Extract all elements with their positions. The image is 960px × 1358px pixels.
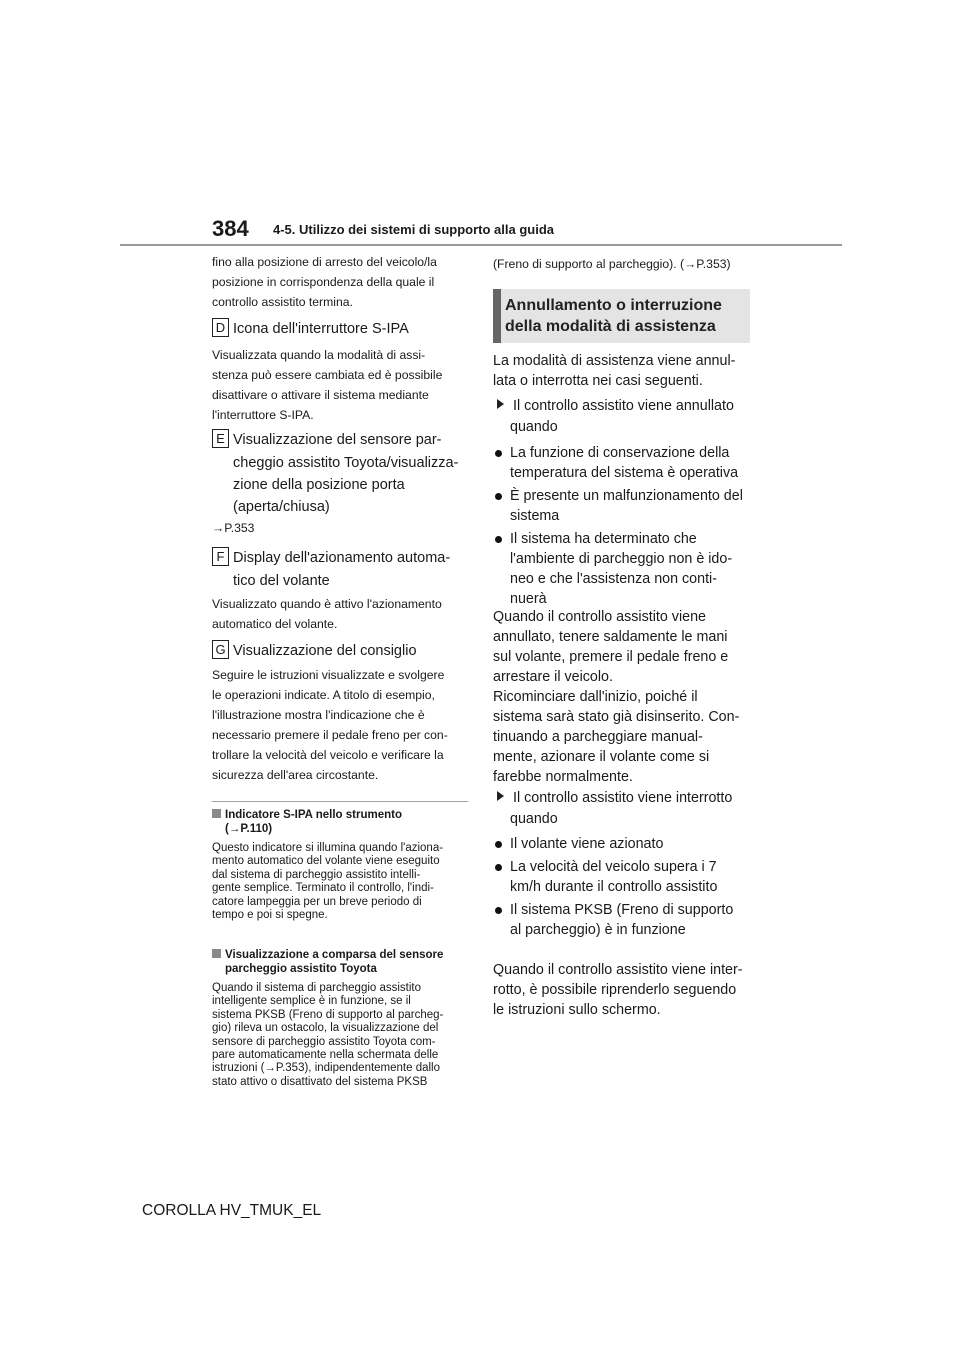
text-line: intelligente semplice è in funzione, se il: [212, 995, 411, 1008]
text-line: automatico del volante.: [212, 617, 338, 631]
text-line: le operazioni indicate. A titolo di esempio,: [212, 688, 435, 702]
text-line: gente semplice. Terminato il controllo, l'indi-: [212, 882, 434, 895]
item-g-title: Visualizzazione del consiglio: [233, 643, 417, 659]
text-line: controllo assistito termina.: [212, 295, 353, 309]
text-line: mento automatico del volante viene eseguito: [212, 855, 440, 868]
text-line: sensore di parcheggio assistito Toyota com-: [212, 1035, 436, 1048]
text-line: lata o interrotta nei casi seguenti.: [493, 373, 703, 389]
footer-model-code: COROLLA HV_TMUK_EL: [142, 1202, 322, 1219]
text-line: arrestare il veicolo.: [493, 669, 613, 685]
intro-paragraph: [212, 252, 474, 312]
text-line: La funzione di conservazione della: [510, 445, 730, 461]
list-item: [510, 834, 733, 854]
section-title: [505, 295, 722, 337]
text-line: necessario premere il pedale freno per con-: [212, 728, 448, 742]
item-d-body: [212, 345, 474, 425]
text-line: stenza può essere cambiata ed è possibile: [212, 368, 443, 382]
text-line: sicurezza dell'area circostante.: [212, 768, 379, 782]
interrupt-heading: [497, 788, 732, 830]
text-line: Il volante viene azionato: [510, 836, 664, 852]
text-line: nuerà: [510, 591, 547, 607]
section-intro: [493, 351, 735, 391]
text-line: posizione in corrispondenza della quale il: [212, 275, 435, 289]
text-line: pare automaticamente nella schermata delle: [212, 1049, 439, 1062]
text-line: È presente un malfunzionamento del: [510, 488, 743, 504]
note-2-title-line: Visualizzazione a comparsa del sensore: [225, 949, 444, 961]
text-line: disattivare o attivare il sistema mediante: [212, 388, 429, 402]
text-line: l'ambiente di parcheggio non è ido-: [510, 551, 733, 567]
text-line: trollare la velocità del veicolo e verificare la: [212, 748, 444, 762]
item-e-title-line: (aperta/chiusa): [233, 499, 330, 515]
text-line: Questo indicatore si illumina quando l'aziona-: [212, 842, 444, 854]
item-f-heading: [212, 546, 450, 592]
section-title-line: Annullamento o interruzione: [505, 297, 722, 314]
text-line: Quando il controllo assistito viene: [493, 609, 706, 625]
text-line: l'illustrazione mostra l'indicazione che è: [212, 708, 425, 722]
bullet-dot-icon: [495, 864, 502, 871]
bullet-dot-icon: [495, 493, 502, 500]
text-line: Il sistema ha determinato che: [510, 531, 697, 547]
cancel-list: [510, 443, 743, 609]
item-f-body: [212, 594, 474, 634]
section-title-line: della modalità di assistenza: [505, 318, 716, 335]
list-item: [510, 857, 733, 897]
text-line: stato attivo o disattivato del sistema PKSB: [212, 1075, 428, 1088]
text-line: Il sistema PKSB (Freno di supporto: [510, 902, 734, 918]
text-line: l'interruttore S-IPA.: [212, 408, 314, 422]
text-line: Visualizzata quando la modalità di assi-: [212, 348, 426, 362]
list-item: [510, 900, 733, 940]
square-bullet-icon: [212, 949, 221, 958]
text-line: farebbe normalmente.: [493, 769, 633, 785]
interrupt-heading-line: Il controllo assistito viene interrotto: [513, 790, 733, 806]
text-line: tinuando a parcheggiare manual-: [493, 729, 703, 745]
note-2-title-line: parcheggio assistito Toyota: [225, 963, 377, 975]
list-item: [510, 529, 743, 609]
note-1-title: [212, 808, 402, 836]
bullet-dot-icon: [495, 907, 502, 914]
text-line: Seguire le istruzioni visualizzate e svolgere: [212, 668, 445, 682]
item-e-title-line: cheggio assistito Toyota/visualizza-: [233, 455, 459, 471]
interrupt-heading-line: quando: [510, 811, 558, 827]
bullet-dot-icon: [495, 450, 502, 457]
note-1-title-ref[interactable]: (→P.110): [225, 823, 273, 835]
text-line: rotto, è possibile riprenderlo seguendo: [493, 982, 737, 998]
bullet-dot-icon: [495, 841, 502, 848]
text-line: km/h durante il controllo assistito: [510, 879, 718, 895]
notes-divider: [212, 801, 468, 802]
text-line: gio) rileva un ostacolo, la visualizzazione del: [212, 1022, 439, 1035]
item-f-title-line: Display dell'azionamento automa-: [233, 550, 451, 566]
text-line: al parcheggio) è in funzione: [510, 922, 686, 938]
note-2-title: [212, 948, 443, 976]
note-1-title-line: Indicatore S-IPA nello strumento: [225, 809, 402, 821]
cancel-paragraph: [493, 607, 739, 787]
text-line: fino alla posizione di arresto del veicolo/la: [212, 255, 437, 269]
item-d-badge: D: [212, 318, 229, 337]
item-f-badge: F: [212, 547, 229, 566]
note-2-body: [212, 982, 443, 1089]
cancel-heading-line: Il controllo assistito viene annullato: [513, 398, 734, 414]
header-divider: [120, 244, 842, 246]
item-e-badge: E: [212, 429, 229, 448]
cancel-heading-line: quando: [510, 419, 558, 435]
cancel-heading: [497, 396, 734, 438]
text-line: mente, azionare il volante come si: [493, 749, 710, 765]
text-line: catore lampeggia per un breve periodo di: [212, 895, 422, 908]
text-line: Ricominciare dall'inizio, poiché il: [493, 689, 698, 705]
item-g-badge: G: [212, 640, 229, 659]
page-number: 384: [212, 216, 249, 241]
text-line: Quando il controllo assistito viene inter-: [493, 962, 743, 978]
note-1-body: [212, 842, 443, 922]
item-g-body: [212, 665, 474, 785]
item-d-heading: [212, 317, 409, 341]
item-d-title: Icona dell'interruttore S-IPA: [233, 321, 409, 337]
text-line: Visualizzato quando è attivo l'azionamento: [212, 597, 442, 611]
continued-text: (Freno di supporto al parcheggio). (→P.353): [493, 257, 731, 271]
text-line: neo e che l'assistenza non conti-: [510, 571, 717, 587]
text-line: annullato, tenere saldamente le mani: [493, 629, 728, 645]
bullet-dot-icon: [495, 536, 502, 543]
list-item: [510, 486, 743, 526]
text-line: istruzioni (→P.353), indipendentemente dallo: [212, 1062, 441, 1075]
text-line: Quando il sistema di parcheggio assistito: [212, 982, 422, 994]
text-line: le istruzioni sullo schermo.: [493, 1002, 661, 1018]
item-g-heading: [212, 639, 417, 663]
interrupt-paragraph: [493, 960, 743, 1020]
arrow-bullet-icon: [497, 399, 504, 409]
square-bullet-icon: [212, 809, 221, 818]
text-line: sistema sarà stato già disinserito. Con-: [493, 709, 740, 725]
item-f-title-line: tico del volante: [233, 573, 330, 589]
text-line: sistema PKSB (Freno di supporto al parcheg-: [212, 1008, 444, 1021]
item-e-heading: [212, 428, 458, 518]
interrupt-list: [510, 834, 733, 940]
text-line: La modalità di assistenza viene annul-: [493, 353, 736, 369]
text-line: La velocità del veicolo supera i 7: [510, 859, 717, 875]
item-e-page-ref[interactable]: →P.353: [212, 521, 255, 535]
arrow-bullet-icon: [497, 791, 504, 801]
item-e-title-line: Visualizzazione del sensore par-: [233, 432, 442, 448]
text-line: sul volante, premere il pedale freno e: [493, 649, 729, 665]
list-item: [510, 443, 743, 483]
text-line: tempo e poi si spegne.: [212, 909, 328, 922]
text-line: dal sistema di parcheggio assistito intelli-: [212, 868, 421, 881]
item-e-title-line: zione della posizione porta: [233, 477, 405, 493]
chapter-title: 4-5. Utilizzo dei sistemi di supporto alla guida: [273, 222, 554, 237]
text-line: sistema: [510, 508, 560, 524]
text-line: temperatura del sistema è operativa: [510, 465, 739, 481]
